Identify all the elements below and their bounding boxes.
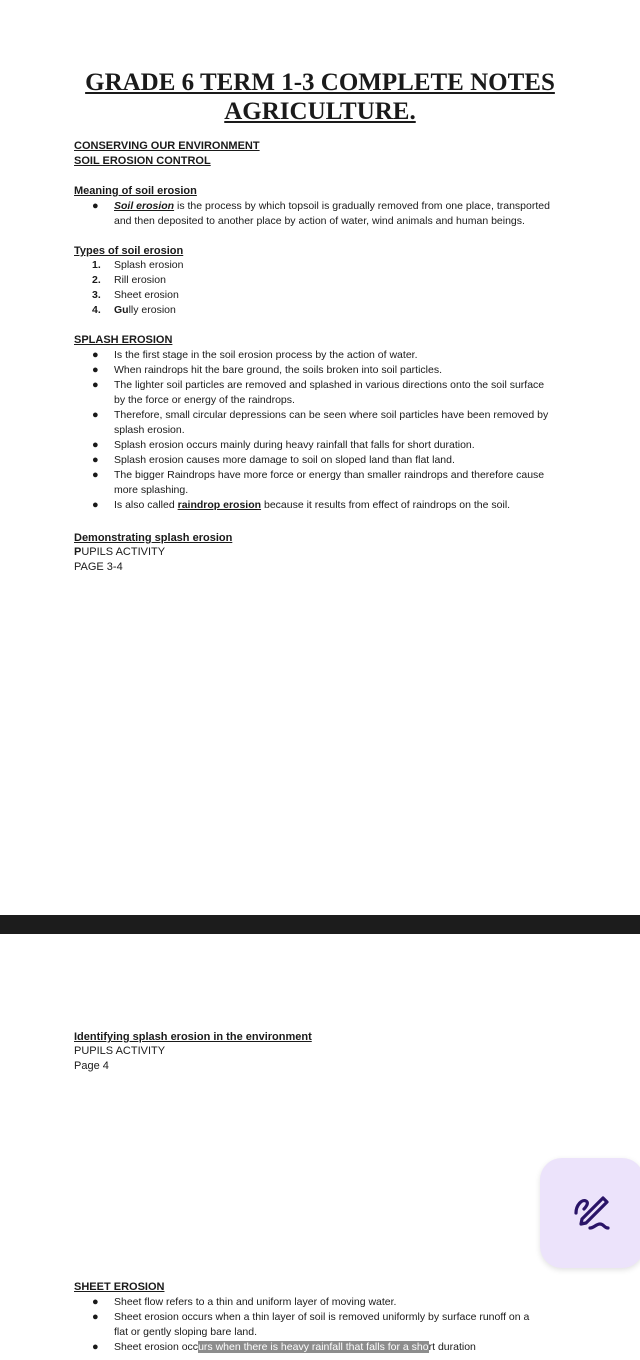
subtopic-heading: SOIL EROSION CONTROL	[74, 155, 211, 167]
types-list	[92, 258, 183, 318]
document-title-line-1: GRADE 6 TERM 1-3 COMPLETE NOTES	[85, 69, 555, 96]
bullet-text: Is the first stage in the soil erosion process by the action of water.	[114, 349, 418, 361]
demo-page-ref: PAGE 3-4	[74, 561, 123, 573]
bullet-text: Sheet erosion occurs when a thin layer of soil is removed uniformly by surface runoff on a	[114, 1311, 530, 1323]
item-number: 2.	[92, 274, 101, 286]
bullet-icon: ●	[92, 469, 99, 481]
meaning-list	[92, 199, 582, 229]
bullet-icon: ●	[92, 499, 99, 511]
topic-heading: CONSERVING OUR ENVIRONMENT	[74, 140, 260, 152]
item-number: 3.	[92, 289, 101, 301]
activity-rest: UPILS ACTIVITY	[81, 546, 166, 558]
bullet-text: Is also called	[114, 499, 178, 511]
bullet-text: rt duration	[428, 1341, 476, 1353]
edit-fab-button[interactable]	[540, 1158, 640, 1268]
splash-erosion-list	[92, 348, 582, 513]
demo-activity	[74, 545, 165, 559]
bullet-icon: ●	[92, 379, 99, 391]
identify-activity: PUPILS ACTIVITY	[74, 1045, 166, 1057]
bullet-icon: ●	[92, 439, 99, 451]
bullet-icon: ●	[92, 200, 99, 212]
list-item	[92, 1340, 582, 1355]
list-item	[92, 303, 183, 318]
bullet-icon: ●	[92, 454, 99, 466]
bullet-text: by the force or energy of the raindrops.	[114, 394, 295, 406]
activity-initial: P	[74, 546, 82, 558]
document-page-2	[0, 934, 640, 1360]
item-text: Splash erosion	[114, 259, 184, 271]
list-item	[92, 468, 582, 498]
list-item	[92, 438, 582, 453]
term-soil-erosion: Soil erosion	[114, 200, 175, 212]
list-item	[92, 363, 582, 378]
bullet-text: Sheet erosion occ	[114, 1341, 199, 1353]
item-text: Sheet erosion	[114, 289, 179, 301]
list-item	[92, 408, 582, 438]
item-text: Rill erosion	[114, 274, 166, 286]
bullet-text: because it results from effect of raindrops on the soil.	[261, 499, 511, 511]
pen-edit-icon	[572, 1193, 612, 1233]
page-divider	[0, 915, 640, 934]
bullet-text: more splashing.	[114, 484, 189, 496]
list-item	[92, 1295, 582, 1310]
list-item	[92, 258, 183, 273]
meaning-text-line-2: and then deposited to another place by action of water, wind animals and human beings.	[114, 215, 525, 227]
bullet-icon: ●	[92, 364, 99, 376]
bullet-text: Therefore, small circular depressions can be seen where soil particles have been removed by	[114, 409, 549, 421]
bullet-icon: ●	[92, 1341, 99, 1353]
bullet-text: When raindrops hit the bare ground, the soils broken into soil particles.	[114, 364, 443, 376]
bullet-icon: ●	[92, 409, 99, 421]
bullet-icon: ●	[92, 349, 99, 361]
bullet-icon: ●	[92, 1296, 99, 1308]
meaning-text: is the process by which topsoil is gradually removed from one place, transported	[174, 200, 550, 212]
list-item	[92, 453, 582, 468]
demo-heading: Demonstrating splash erosion	[74, 532, 233, 544]
meaning-heading: Meaning of soil erosion	[74, 185, 197, 197]
list-item	[92, 288, 183, 303]
item-bold-text: Gu	[114, 304, 129, 316]
item-text: lly erosion	[128, 304, 176, 316]
bullet-text: splash erosion.	[114, 424, 185, 436]
bullet-text: Splash erosion occurs mainly during heavy rainfall that falls for short duration.	[114, 439, 475, 451]
identify-heading: Identifying splash erosion in the environment	[74, 1031, 312, 1043]
item-number: 1.	[92, 259, 101, 271]
list-item	[92, 199, 582, 229]
highlighted-text: urs when there is heavy rainfall that falls for a sho	[198, 1341, 429, 1353]
bullet-icon: ●	[92, 1311, 99, 1323]
bullet-text: flat or gently sloping bare land.	[114, 1326, 258, 1338]
list-item	[92, 273, 183, 288]
identify-page-ref: Page 4	[74, 1060, 109, 1072]
sheet-erosion-list	[92, 1295, 582, 1355]
types-heading: Types of soil erosion	[74, 245, 184, 257]
list-item	[92, 1310, 582, 1340]
sheet-erosion-heading: SHEET EROSION	[74, 1281, 165, 1293]
item-number: 4.	[92, 304, 101, 316]
bullet-text: The lighter soil particles are removed and splashed in various directions onto the soil surface	[114, 379, 545, 391]
bullet-text: The bigger Raindrops have more force or energy than smaller raindrops and therefore cause	[114, 469, 545, 481]
list-item	[92, 378, 582, 408]
splash-erosion-heading: SPLASH EROSION	[74, 334, 173, 346]
bullet-text: Splash erosion causes more damage to soil on sloped land than flat land.	[114, 454, 455, 466]
term-raindrop-erosion: raindrop erosion	[177, 499, 262, 511]
list-item	[92, 348, 582, 363]
list-item	[92, 498, 582, 513]
document-title-line-2: AGRICULTURE.	[224, 98, 416, 125]
bullet-text: Sheet flow refers to a thin and uniform layer of moving water.	[114, 1296, 397, 1308]
